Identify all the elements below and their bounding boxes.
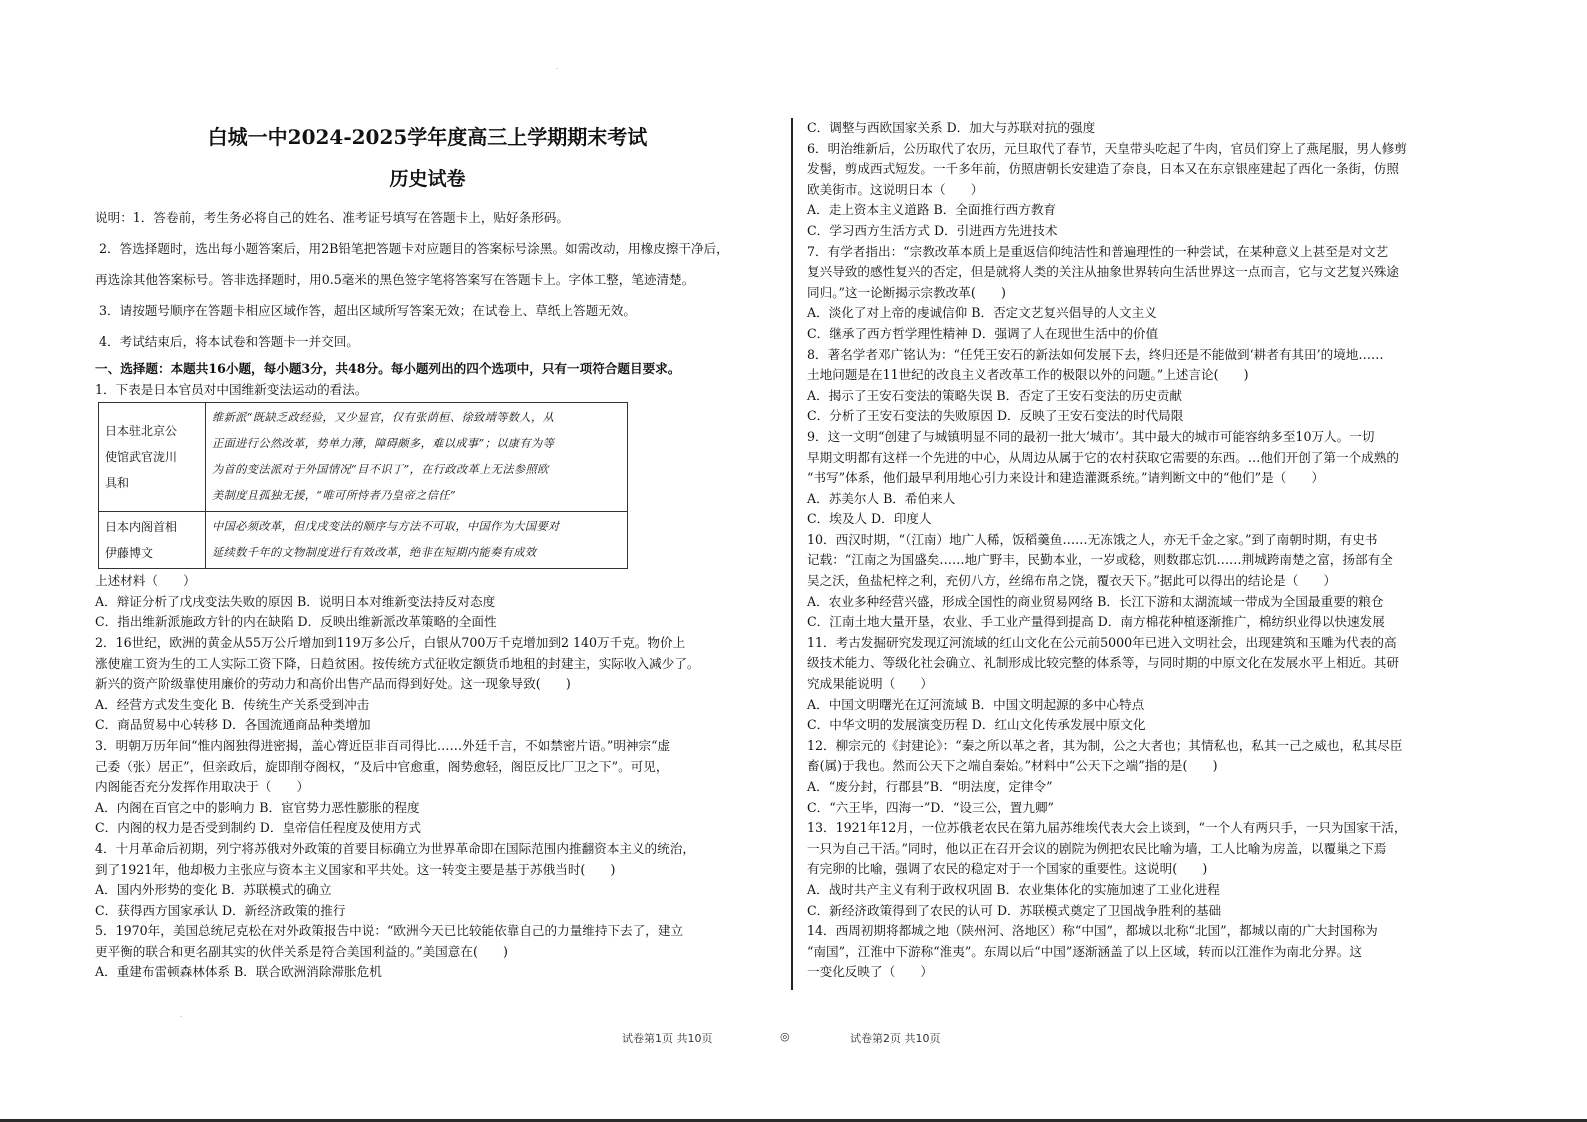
text-line: 土地问题是在11世纪的改良主义者改革工作的极限以外的问题。”上述言论( ) [807,367,1249,383]
scan-speck: . [556,64,558,71]
page-footer-right: 试卷第2页 共10页 [850,1032,941,1045]
option-line: A．淡化了对上帝的虔诚信仰 B．否定文艺复兴倡导的人文主义 [807,305,1157,321]
question-1-stem: 1．下表是日本官员对中国维新变法运动的看法。 [95,381,368,397]
text-line: “书写”体系，他们最早利用地心引力来设计和建造灌溉系统。”请判断文中的“他们”是（ ） [807,470,1325,486]
text-line: 复兴导致的感性复兴的否定，但是就将人类的关注从抽象世界转向生活世界这一点而言，它与文艺复兴殊途 [807,264,1399,280]
option-line: C．内阁的权力是否受到制约 D．皇帝信任程度及使用方式 [95,820,421,836]
instruction-line: 2．答选择题时，选出每小题答案后，用2B铅笔把答题卡对应题目的答案标号涂黑。如需改动，用橡皮擦干净后， [99,241,729,256]
text-line: 10．西汉时期，“（江南）地广人稀，饭稻羹鱼……无冻饿之人，亦无千金之家。”到了南朝时期，有史书 [807,531,1378,547]
option-line: A．重建布雷顿森林体系 B．联合欧洲消除滞胀危机 [95,964,382,980]
option-line: C．获得西方国家承认 D．新经济政策的推行 [95,902,346,918]
text-line: 7．有学者指出：“宗教改革本质上是重返信仰纯洁性和普遍理性的一种尝试，在某种意义上甚至是对文艺 [807,243,1389,259]
text-line: 早期文明都有这样一个先进的中心，从周边从属于它的农村获取它需要的东西。…他们开创了第一个成熟的 [807,449,1399,465]
table-cell-view: 中国必须改革，但戊戌变法的顺序与方法不可取，中国作为大国要对 延续数千年的文物制度进行有效改革，绝非在短期内能奏有成效 [206,512,628,569]
text-line: 一只为自己干活。”同时，他以正在召开会议的剧院为例把农民比喻为墙，工人比喻为房盖，以覆巢之下焉 [807,840,1387,856]
instruction-line: 再选涂其他答案标号。答非选择题时，用0.5毫米的黑色签字笔将答案写在答题卡上。字体工整，笔迹清楚。 [95,272,695,287]
option-line: A．苏美尔人 B．希伯来人 [807,490,956,506]
instruction-line: 说明：1．答卷前，考生务必将自己的姓名、准考证号填写在答题卡上，贴好条形码。 [95,210,569,225]
text-line: 畜(属)于我也。然而公天下之端自秦始。”材料中“公天下之端”指的是( ) [807,758,1218,774]
option-line: C．指出维新派施政方针的内在缺陷 D．反映出维新派改革策略的全面性 [95,614,497,630]
option-line: A．辩证分析了戊戌变法失败的原因 B．说明日本对维新变法持反对态度 [95,593,496,609]
text-line: 有完卵的比喻，强调了农民的稳定对于一个国家的重要性。这说明( ) [807,861,1208,877]
text-line: 涨使雇工资为生的工人实际工资下降，日趋贫困。按传统方式征收定额货币地租的封建主，实际收入减少了。 [95,655,700,671]
text-line: 欧美街市。这说明日本（ ） [807,181,984,197]
text-line: 一变化反映了（ ） [807,964,933,980]
instruction-line: 3．请按题号顺序在答题卡相应区域作答，超出区域所写答案无效；在试卷上、草纸上答题无效。 [99,303,636,318]
section-heading: 一、选择题：本题共16小题，每小题3分，共48分。每小题列出的四个选项中，只有一项符合题目要求。 [95,361,681,376]
table-cell-official: 日本内阁首相 伊藤博文 [99,512,206,569]
left-page [95,118,760,983]
instruction-line: 4．考试结束后，将本试卷和答题卡一并交回。 [99,334,359,349]
instructions [95,202,760,357]
option-line: C．江南土地大量开垦，农业、手工业产量得到提高 D．南方棉花种植逐渐推广，棉纺织业得以快速发展 [807,614,1385,630]
center-mark: ◎ [780,1030,790,1043]
scan-speck: . [180,1012,182,1019]
exam-title: 白城一中2024-2025学年度高三上学期期末考试 [207,125,648,149]
table-row [99,512,628,569]
option-line: C．新经济政策得到了农民的认可 D．苏联模式奠定了卫国战争胜利的基础 [807,902,1222,918]
text-line: 13．1921年12月，一位苏俄老农民在第九届苏维埃代表大会上谈到，“一个人有两只手，一只为国家干活， [807,820,1407,836]
text-line: 吴之沃，鱼盐杞梓之利，充仞八方，丝绵布帛之饶，覆衣天下。”据此可以得出的结论是（ ） [807,573,1337,589]
text-line: 同归。”这一论断揭示宗教改革( ) [807,284,1006,300]
exam-subject: 历史试卷 [389,168,466,190]
option-line: A．战时共产主义有利于政权巩固 B．农业集体化的实施加速了工业化进程 [807,881,1220,897]
text-line: 6．明治维新后，公历取代了农历，元旦取代了春节，天皇带头吃起了牛肉，官员们穿上了燕尾服，男人修剪 [807,140,1407,156]
table-cell-view: 维新派“既缺乏政经验，又少显官，仅有张荫桓、徐致靖等数人，从 正面进行公然改革，势单力薄，障碍颇多，难以成事”；以康有为等 为首的变法派对于外国情况“目不识丁”，在行政改革上无法参照欧 美制度且孤独无援，“唯可所恃者乃皇帝之信任” [206,403,628,512]
text-line: 更平衡的联合和更名副其实的伙伴关系是符合美国利益的。”美国意在( ) [95,943,508,959]
option-line: A．走上资本主义道路 B．全面推行西方教育 [807,202,1057,218]
table-cell-official: 日本驻北京公 使馆武官泷川 具和 [99,403,206,512]
option-line: C．商品贸易中心转移 D．各国流通商品种类增加 [95,717,371,733]
text-line: 4．十月革命后初期，列宁将苏俄对外政策的首要目标确立为世界革命即在国际范围内推翻资本主义的统治， [95,840,695,856]
text-line: 上述材料（ ） [95,573,196,589]
option-line: C．学习西方生活方式 D．引进西方先进技术 [807,222,1058,238]
text-line: 3．明朝万历年间“惟内阁独得进密揭，盖心膂近臣非百司得比……外廷千言，不如禁密片语。”明神宗“虚 [95,737,671,753]
text-line: 到了1921年，他却极力主张应与资本主义国家和平共处。这一转变主要是基于苏俄当时( ) [95,861,616,877]
text-line: 9．这一文明“创建了与城镇明显不同的最初一批大‘城市’。其中最大的城市可能容纳多至10万人。一切 [807,428,1375,444]
text-line: 发髻，剪成西式短发。一千多年前，仿照唐朝长安建造了奈良，日本又在东京银座建起了西化一条街，仿照 [807,161,1399,177]
q1-opinion-table [98,402,628,569]
option-line: C．中华文明的发展演变历程 D．红山文化传承发展中原文化 [807,717,1146,733]
right-page [807,118,1492,983]
table-row [99,403,628,512]
option-line: A．“废分封，行郡县”B．“明法度，定律令” [807,779,1053,794]
option-line: C．继承了西方哲学理性精神 D．强调了人在现世生活中的价值 [807,325,1159,341]
text-line: 己委（张）居正”，但亲政后，旋即削夺阁权，“及后中官愈重，阁势愈轻，阁臣反比厂卫之下”。可见， [95,758,669,774]
option-line: A．揭示了王安石变法的策略失误 B．否定了王安石变法的历史贡献 [807,387,1182,403]
text-line: 11．考古发掘研究发现辽河流域的红山文化在公元前5000年已进入文明社会，出现建筑和玉雕为代表的高 [807,634,1397,650]
option-line: C．“六王毕，四海一”D．“设三公，置九卿” [807,799,1054,815]
option-line: A．农业多种经营兴盛，形成全国性的商业贸易网络 B．长江下游和太湖流域一带成为全国最重要的粮仓 [807,593,1384,609]
text-line: 2．16世纪，欧洲的黄金从55万公斤增加到119万多公斤，白银从700万千克增加到2 140万千克。物价上 [95,634,686,650]
option-line: C．埃及人 D．印度人 [807,511,932,527]
text-line: 12．柳宗元的《封建论》：“秦之所以革之者，其为制，公之大者也；其情私也，私其一己之威也，私其尽臣 [807,737,1403,753]
option-line: A．国内外形势的变化 B．苏联模式的确立 [95,882,332,898]
text-line: 内阁能否充分发挥作用取决于（ ） [95,779,310,795]
text-line: 5．1970年，美国总统尼克松在对外政策报告中说：“欧洲今天已比较能依靠自己的力量维持下去了，建立 [95,923,684,939]
text-line: 究成果能说明（ ） [807,676,933,692]
option-line: A．内阁在百官之中的影响力 B．宦官势力恶性膨胀的程度 [95,799,420,815]
text-line: 新兴的资产阶级靠使用廉价的劳动力和高价出售产品而得到好处。这一现象导致( ) [95,676,571,692]
column-divider [791,118,793,990]
text-line: 级技术能力、等级化社会确立、礼制形成比较完整的体系等，与同时期的中原文化在发展水平上相近。其研 [807,655,1399,671]
text-line: “南国”，江淮中下游称“淮夷”。东周以后“中国”逐渐涵盖了以上区域，转而以江淮作为南北分界。这 [807,943,1362,959]
option-line: C．分析了王安石变法的失败原因 D．反映了王安石变法的时代局限 [807,408,1184,424]
text-line: 8．著名学者邓广铭认为：“任凭王安石的新法如何发展下去，终归还是不能做到‘耕者有其田’的境地…… [807,346,1384,362]
option-line: C．调整与西欧国家关系 D．加大与苏联对抗的强度 [807,120,1096,135]
option-line: A．中国文明曙光在辽河流域 B．中国文明起源的多中心特点 [807,696,1145,712]
page-footer-left: 试卷第1页 共10页 [622,1032,713,1045]
text-line: 记载：“江南之为国盛矣……地广野丰，民勤本业，一岁或稔，则数郡忘饥……荆城跨南楚之富，扬部有全 [807,552,1393,568]
text-line: 14．西周初期将都城之地（陕州河、洛地区）称“中国”，都城以北称“北国”，都城以南的广大封国称为 [807,923,1378,939]
left-question-lines [95,571,760,983]
option-line: A．经营方式发生变化 B．传统生产关系受到冲击 [95,696,370,712]
